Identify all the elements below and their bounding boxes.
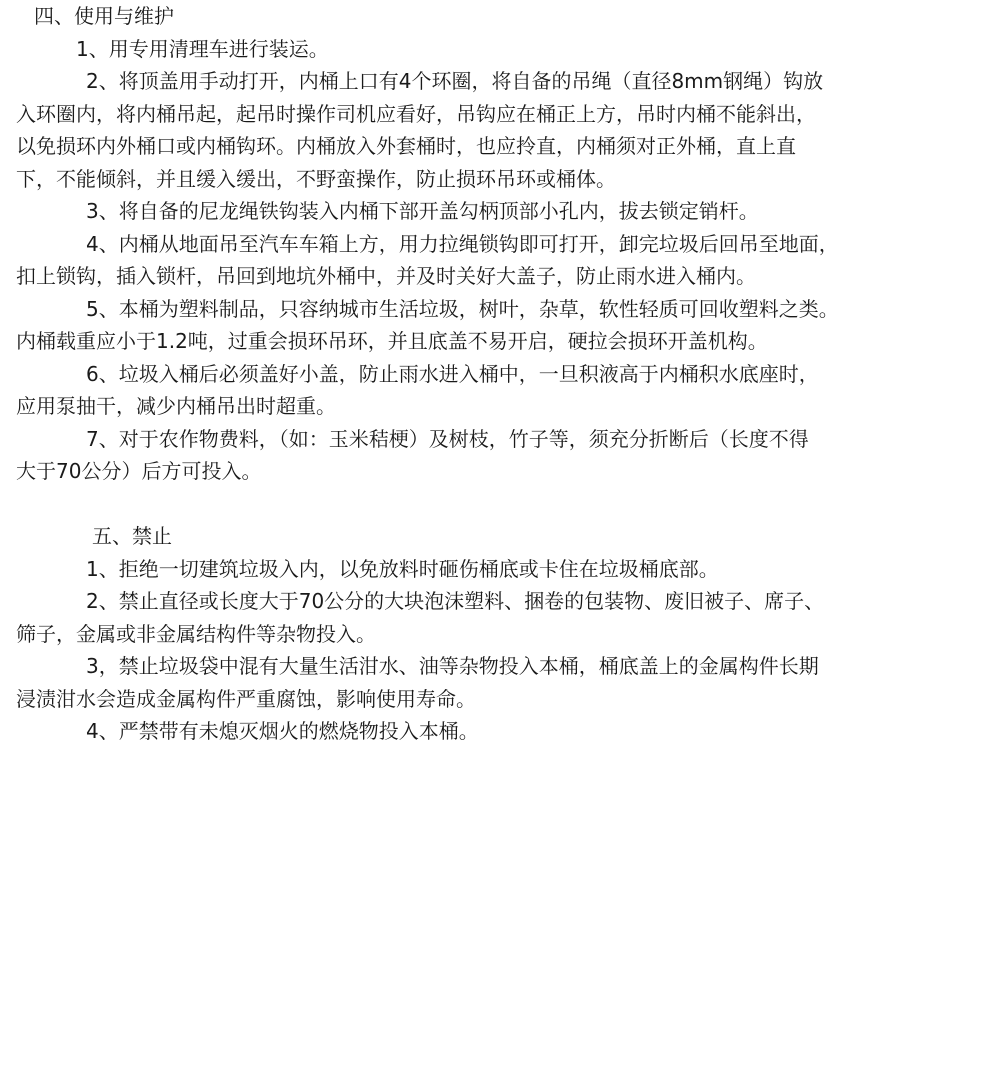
- section-heading-prohibited: 五、禁止: [92, 524, 172, 548]
- paragraph-line: 入环圈内，将内桶吊起，起吊时操作司机应看好，吊钩应在桶正上方，吊时内桶不能斜出，: [16, 101, 816, 126]
- paragraph-line: 3，禁止垃圾袋中混有大量生活泔水、油等杂物投入本桶，桶底盖上的金属构件长期: [86, 654, 819, 678]
- paragraph-line: 应用泵抽干，减少内桶吊出时超重。: [16, 394, 336, 418]
- paragraph-line: 2、禁止直径或长度大于70公分的大块泡沫塑料、捆卷的包装物、废旧被子、席子、: [86, 589, 825, 613]
- paragraph-line: 4、严禁带有未熄灭烟火的燃烧物投入本桶。: [86, 719, 479, 743]
- paragraph-line: 以免损环内外桶口或内桶钩环。内桶放入外套桶时，也应拎直，内桶须对正外桶，直上直: [16, 134, 796, 158]
- paragraph-line: 内桶载重应小于1.2吨，过重会损环吊环，并且底盖不易开启，硬拉会损环开盖机构。: [16, 329, 768, 353]
- section-heading-usage: 四、使用与维护: [34, 4, 174, 28]
- paragraph-line: 4、内桶从地面吊至汽车车箱上方，用力拉绳锁钩即可打开，卸完垃圾后回吊至地面，: [86, 231, 839, 256]
- paragraph-line: 5、本桶为塑料制品，只容纳城市生活垃圾，树叶，杂草，软性轻质可回收塑料之类。: [86, 296, 839, 321]
- document-body: [16, 0, 956, 748]
- paragraph-line: 1、用专用清理车进行装运。: [76, 36, 329, 61]
- blank-line: [16, 488, 956, 521]
- paragraph-line: 扣上锁钩，插入锁杆，吊回到地坑外桶中，并及时关好大盖子，防止雨水进入桶内。: [16, 264, 756, 288]
- paragraph-line: 1、拒绝一切建筑垃圾入内，以免放料时砸伤桶底或卡住在垃圾桶底部。: [86, 556, 719, 581]
- paragraph-line: 大于70公分）后方可投入。: [16, 459, 262, 483]
- paragraph-line: 7、对于农作物费料，（如：玉米秸梗）及树枝，竹子等，须充分折断后（长度不得: [86, 426, 809, 451]
- paragraph-line: 筛子，金属或非金属结构件等杂物投入。: [16, 621, 376, 646]
- paragraph-line: 6、垃圾入桶后必须盖好小盖，防止雨水进入桶中，一旦积液高于内桶积水底座时，: [86, 361, 819, 386]
- paragraph-line: 2、将顶盖用手动打开，内桶上口有4个环圈，将自备的吊绳（直径8mm钢绳）钩放: [86, 69, 824, 93]
- paragraph-line: 3、将自备的尼龙绳铁钩装入内桶下部开盖勾柄顶部小孔内，拔去锁定销杆。: [86, 199, 759, 223]
- paragraph-line: 下，不能倾斜，并且缓入缓出，不野蛮操作，防止损环吊环或桶体。: [16, 166, 616, 191]
- paragraph-line: 浸渍泔水会造成金属构件严重腐蚀，影响使用寿命。: [16, 686, 476, 711]
